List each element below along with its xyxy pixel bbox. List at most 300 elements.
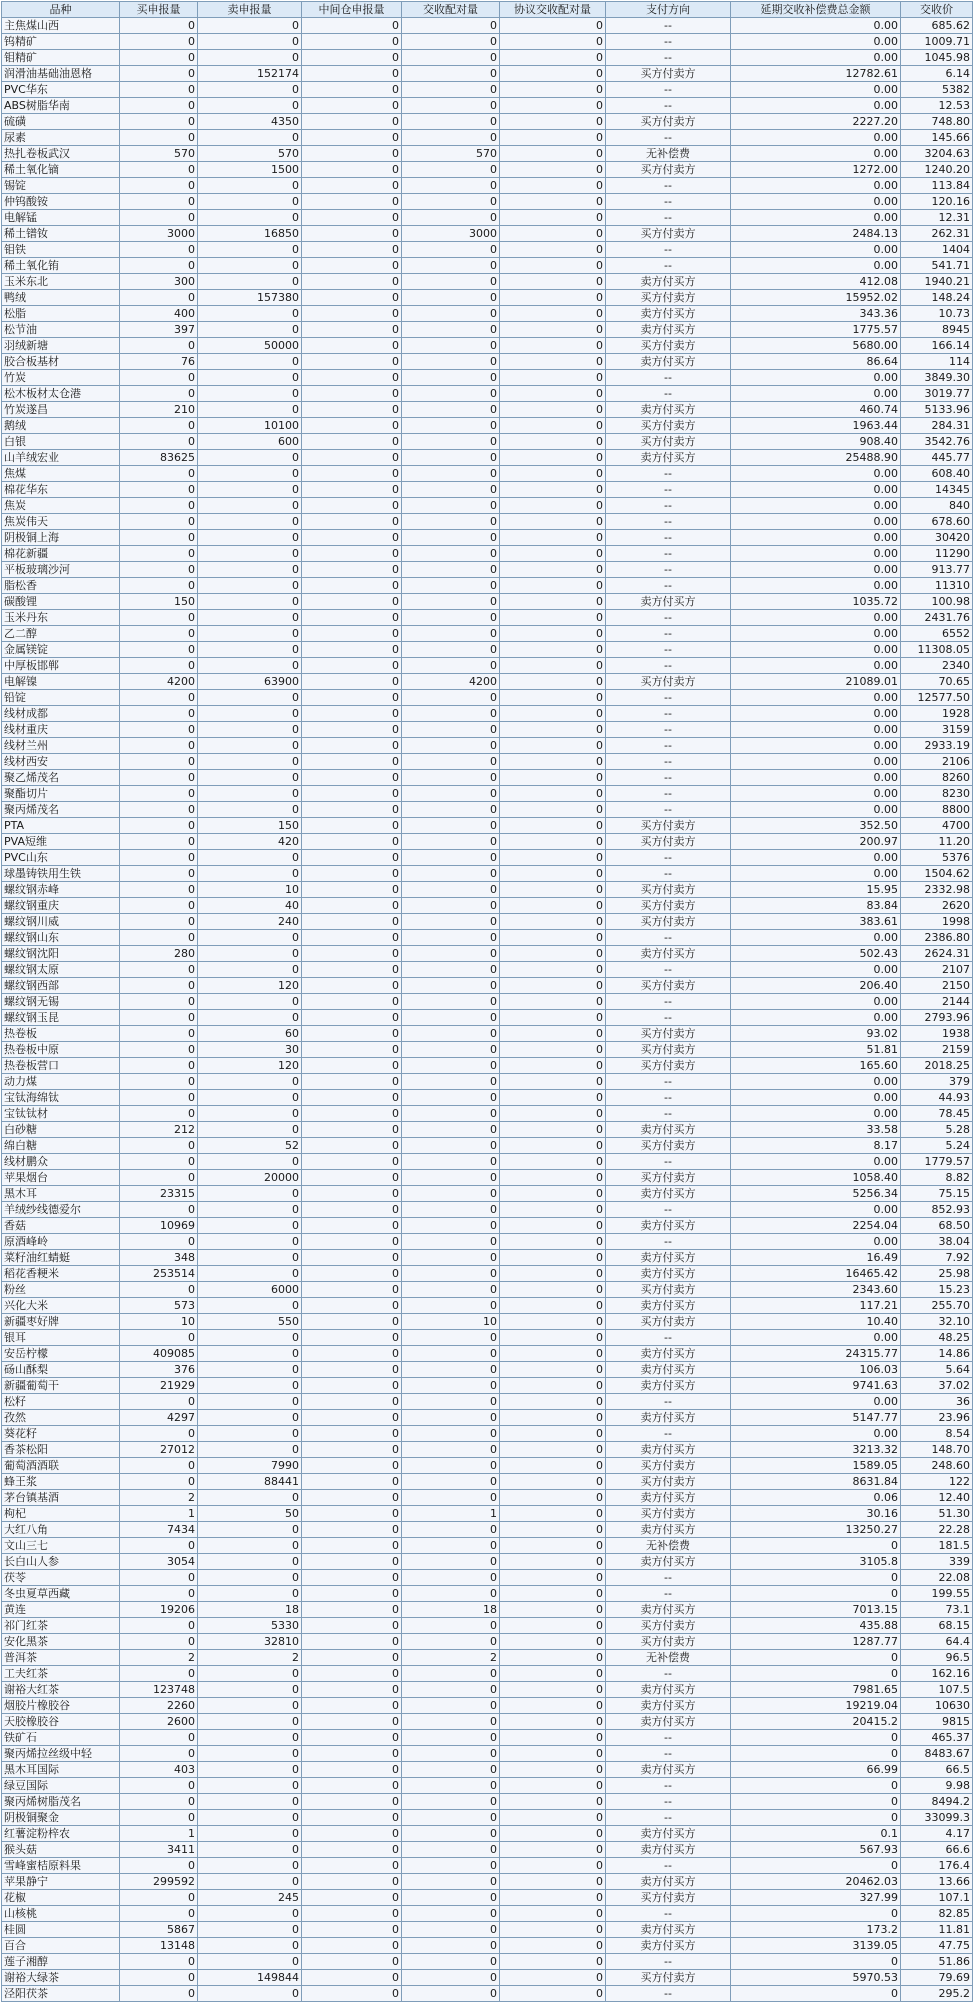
cell-agreement-matched: 0	[500, 1442, 606, 1458]
table-row	[2, 370, 973, 386]
table-row	[2, 1794, 973, 1810]
cell-buy-declared: 403	[120, 1762, 198, 1778]
cell-payment-direction: --	[606, 130, 731, 146]
cell-buy-declared: 4200	[120, 674, 198, 690]
cell-matched: 0	[402, 498, 500, 514]
cell-deferred-compensation: 19219.04	[731, 1698, 901, 1714]
cell-deferred-compensation: 5147.77	[731, 1410, 901, 1426]
cell-settlement-price: 284.31	[901, 418, 973, 434]
cell-sell-declared: 0	[198, 1842, 302, 1858]
cell-variety: 螺纹钢沈阳	[2, 946, 120, 962]
cell-settlement-price: 11.20	[901, 834, 973, 850]
cell-settlement-price: 678.60	[901, 514, 973, 530]
cell-settlement-price: 5133.96	[901, 402, 973, 418]
cell-sell-declared: 150	[198, 818, 302, 834]
cell-intermediate-declared: 0	[302, 722, 402, 738]
cell-deferred-compensation: 0.00	[731, 866, 901, 882]
cell-sell-declared: 0	[198, 642, 302, 658]
cell-payment-direction: --	[606, 1746, 731, 1762]
table-row	[2, 1250, 973, 1266]
cell-settlement-price: 10.73	[901, 306, 973, 322]
cell-settlement-price: 8260	[901, 770, 973, 786]
cell-buy-declared: 76	[120, 354, 198, 370]
cell-intermediate-declared: 0	[302, 994, 402, 1010]
cell-intermediate-declared: 0	[302, 1618, 402, 1634]
cell-intermediate-declared: 0	[302, 914, 402, 930]
cell-matched: 0	[402, 1922, 500, 1938]
cell-variety: 棉花新疆	[2, 546, 120, 562]
cell-settlement-price: 2933.19	[901, 738, 973, 754]
cell-matched: 0	[402, 178, 500, 194]
cell-payment-direction: 买方付卖方	[606, 1282, 731, 1298]
table-row	[2, 146, 973, 162]
cell-buy-declared: 0	[120, 706, 198, 722]
cell-matched: 0	[402, 1762, 500, 1778]
cell-variety: 烟胶片橡胶谷	[2, 1698, 120, 1714]
cell-sell-declared: 0	[198, 706, 302, 722]
cell-sell-declared: 0	[198, 1746, 302, 1762]
cell-buy-declared: 0	[120, 754, 198, 770]
cell-agreement-matched: 0	[500, 1106, 606, 1122]
cell-deferred-compensation: 0.00	[731, 178, 901, 194]
table-row	[2, 946, 973, 962]
cell-settlement-price: 1240.20	[901, 162, 973, 178]
cell-deferred-compensation: 15.95	[731, 882, 901, 898]
cell-matched: 0	[402, 1986, 500, 2002]
cell-sell-declared: 0	[198, 946, 302, 962]
cell-sell-declared: 0	[198, 1106, 302, 1122]
cell-matched: 0	[402, 1682, 500, 1698]
cell-intermediate-declared: 0	[302, 274, 402, 290]
cell-settlement-price: 2340	[901, 658, 973, 674]
cell-matched: 0	[402, 370, 500, 386]
cell-intermediate-declared: 0	[302, 1922, 402, 1938]
cell-sell-declared: 0	[198, 1426, 302, 1442]
cell-agreement-matched: 0	[500, 738, 606, 754]
cell-variety: 菜籽油红蜻蜓	[2, 1250, 120, 1266]
cell-intermediate-declared: 0	[302, 1906, 402, 1922]
cell-intermediate-declared: 0	[302, 1778, 402, 1794]
cell-deferred-compensation: 0.00	[731, 994, 901, 1010]
cell-settlement-price: 852.93	[901, 1202, 973, 1218]
cell-sell-declared: 0	[198, 1250, 302, 1266]
cell-matched: 0	[402, 18, 500, 34]
cell-settlement-price: 14.86	[901, 1346, 973, 1362]
cell-payment-direction: 买方付卖方	[606, 418, 731, 434]
cell-intermediate-declared: 0	[302, 1602, 402, 1618]
cell-settlement-price: 48.25	[901, 1330, 973, 1346]
cell-settlement-price: 11310	[901, 578, 973, 594]
cell-deferred-compensation: 200.97	[731, 834, 901, 850]
cell-settlement-price: 82.85	[901, 1906, 973, 1922]
cell-deferred-compensation: 0.00	[731, 98, 901, 114]
cell-sell-declared: 0	[198, 1090, 302, 1106]
cell-settlement-price: 8483.67	[901, 1746, 973, 1762]
cell-intermediate-declared: 0	[302, 1170, 402, 1186]
cell-payment-direction: 卖方付买方	[606, 450, 731, 466]
cell-settlement-price: 75.15	[901, 1186, 973, 1202]
cell-payment-direction: --	[606, 658, 731, 674]
cell-payment-direction: 卖方付买方	[606, 946, 731, 962]
cell-intermediate-declared: 0	[302, 546, 402, 562]
cell-buy-declared: 2260	[120, 1698, 198, 1714]
table-row	[2, 434, 973, 450]
cell-intermediate-declared: 0	[302, 594, 402, 610]
cell-settlement-price: 445.77	[901, 450, 973, 466]
cell-matched: 0	[402, 34, 500, 50]
cell-settlement-price: 685.62	[901, 18, 973, 34]
cell-matched: 0	[402, 802, 500, 818]
cell-buy-declared: 23315	[120, 1186, 198, 1202]
cell-deferred-compensation: 1589.05	[731, 1458, 901, 1474]
cell-variety: 钼精矿	[2, 50, 120, 66]
cell-matched: 0	[402, 1426, 500, 1442]
cell-sell-declared: 0	[198, 1794, 302, 1810]
cell-variety: 硫磺	[2, 114, 120, 130]
cell-deferred-compensation: 0.00	[731, 1106, 901, 1122]
table-row	[2, 1922, 973, 1938]
cell-deferred-compensation: 3213.32	[731, 1442, 901, 1458]
cell-buy-declared: 83625	[120, 450, 198, 466]
cell-intermediate-declared: 0	[302, 658, 402, 674]
cell-payment-direction: --	[606, 18, 731, 34]
cell-deferred-compensation: 20462.03	[731, 1874, 901, 1890]
cell-buy-declared: 0	[120, 482, 198, 498]
cell-intermediate-declared: 0	[302, 1266, 402, 1282]
cell-sell-declared: 0	[198, 1554, 302, 1570]
cell-settlement-price: 66.6	[901, 1842, 973, 1858]
cell-matched: 0	[402, 1698, 500, 1714]
cell-variety: 宝钛海绵钛	[2, 1090, 120, 1106]
cell-agreement-matched: 0	[500, 242, 606, 258]
cell-matched: 0	[402, 1874, 500, 1890]
cell-settlement-price: 6.14	[901, 66, 973, 82]
cell-variety: 枸杞	[2, 1506, 120, 1522]
cell-sell-declared: 0	[198, 1586, 302, 1602]
cell-intermediate-declared: 0	[302, 1074, 402, 1090]
cell-payment-direction: --	[606, 1794, 731, 1810]
cell-settlement-price: 114	[901, 354, 973, 370]
cell-intermediate-declared: 0	[302, 1522, 402, 1538]
table-row	[2, 1378, 973, 1394]
cell-sell-declared: 0	[198, 722, 302, 738]
cell-sell-declared: 0	[198, 498, 302, 514]
cell-sell-declared: 0	[198, 626, 302, 642]
cell-payment-direction: 卖方付买方	[606, 1874, 731, 1890]
cell-variety: 长白山人参	[2, 1554, 120, 1570]
cell-deferred-compensation: 0.00	[731, 530, 901, 546]
cell-sell-declared: 7990	[198, 1458, 302, 1474]
table-row	[2, 738, 973, 754]
table-row	[2, 98, 973, 114]
cell-matched: 0	[402, 1154, 500, 1170]
cell-payment-direction: --	[606, 930, 731, 946]
cell-deferred-compensation: 0.00	[731, 50, 901, 66]
cell-agreement-matched: 0	[500, 1714, 606, 1730]
cell-sell-declared: 0	[198, 1346, 302, 1362]
cell-payment-direction: --	[606, 850, 731, 866]
cell-deferred-compensation: 0.00	[731, 706, 901, 722]
cell-deferred-compensation: 1963.44	[731, 418, 901, 434]
cell-settlement-price: 8230	[901, 786, 973, 802]
cell-deferred-compensation: 0.00	[731, 626, 901, 642]
cell-sell-declared: 120	[198, 978, 302, 994]
cell-sell-declared: 0	[198, 1666, 302, 1682]
cell-matched: 0	[402, 130, 500, 146]
table-row	[2, 1058, 973, 1074]
cell-payment-direction: 卖方付买方	[606, 1762, 731, 1778]
cell-buy-declared: 0	[120, 1778, 198, 1794]
cell-payment-direction: --	[606, 770, 731, 786]
cell-variety: 聚乙烯茂名	[2, 770, 120, 786]
cell-deferred-compensation: 0.00	[731, 370, 901, 386]
cell-buy-declared: 0	[120, 898, 198, 914]
cell-settlement-price: 8800	[901, 802, 973, 818]
cell-sell-declared: 0	[198, 466, 302, 482]
cell-deferred-compensation: 352.50	[731, 818, 901, 834]
cell-matched: 0	[402, 1234, 500, 1250]
cell-settlement-price: 181.5	[901, 1538, 973, 1554]
cell-sell-declared: 0	[198, 354, 302, 370]
cell-buy-declared: 0	[120, 850, 198, 866]
cell-deferred-compensation: 66.99	[731, 1762, 901, 1778]
cell-matched: 0	[402, 1842, 500, 1858]
table-row	[2, 514, 973, 530]
cell-payment-direction: 买方付卖方	[606, 914, 731, 930]
cell-agreement-matched: 0	[500, 1618, 606, 1634]
cell-payment-direction: 卖方付买方	[606, 1714, 731, 1730]
cell-intermediate-declared: 0	[302, 338, 402, 354]
cell-buy-declared: 0	[120, 610, 198, 626]
cell-intermediate-declared: 0	[302, 1586, 402, 1602]
cell-buy-declared: 0	[120, 130, 198, 146]
cell-intermediate-declared: 0	[302, 1282, 402, 1298]
cell-agreement-matched: 0	[500, 162, 606, 178]
cell-agreement-matched: 0	[500, 978, 606, 994]
table-row	[2, 978, 973, 994]
table-row	[2, 130, 973, 146]
cell-matched: 0	[402, 1730, 500, 1746]
cell-intermediate-declared: 0	[302, 1378, 402, 1394]
cell-deferred-compensation: 327.99	[731, 1890, 901, 1906]
cell-deferred-compensation: 12782.61	[731, 66, 901, 82]
cell-payment-direction: 买方付卖方	[606, 1042, 731, 1058]
cell-variety: 阴极铜聚金	[2, 1810, 120, 1826]
cell-sell-declared: 88441	[198, 1474, 302, 1490]
cell-payment-direction: --	[606, 1154, 731, 1170]
cell-agreement-matched: 0	[500, 1890, 606, 1906]
cell-intermediate-declared: 0	[302, 930, 402, 946]
cell-sell-declared: 0	[198, 1986, 302, 2002]
cell-buy-declared: 0	[120, 194, 198, 210]
cell-variety: 仲钨酸铵	[2, 194, 120, 210]
table-row	[2, 1682, 973, 1698]
cell-agreement-matched: 0	[500, 50, 606, 66]
cell-buy-declared: 0	[120, 1426, 198, 1442]
cell-payment-direction: 买方付卖方	[606, 1618, 731, 1634]
table-row	[2, 546, 973, 562]
cell-settlement-price: 1504.62	[901, 866, 973, 882]
cell-sell-declared: 0	[198, 1074, 302, 1090]
cell-agreement-matched: 0	[500, 1314, 606, 1330]
cell-agreement-matched: 0	[500, 114, 606, 130]
cell-sell-declared: 0	[198, 1218, 302, 1234]
cell-sell-declared: 420	[198, 834, 302, 850]
cell-settlement-price: 7.92	[901, 1250, 973, 1266]
cell-payment-direction: 买方付卖方	[606, 1890, 731, 1906]
table-row	[2, 898, 973, 914]
cell-intermediate-declared: 0	[302, 1474, 402, 1490]
cell-variety: 绿豆国际	[2, 1778, 120, 1794]
cell-sell-declared: 0	[198, 1266, 302, 1282]
cell-intermediate-declared: 0	[302, 130, 402, 146]
cell-deferred-compensation: 0.00	[731, 578, 901, 594]
cell-intermediate-declared: 0	[302, 162, 402, 178]
cell-buy-declared: 0	[120, 1810, 198, 1826]
table-row	[2, 18, 973, 34]
cell-intermediate-declared: 0	[302, 194, 402, 210]
cell-variety: 螺纹钢重庆	[2, 898, 120, 914]
cell-payment-direction: --	[606, 530, 731, 546]
table-row	[2, 322, 973, 338]
cell-variety: 冬虫夏草西藏	[2, 1586, 120, 1602]
cell-deferred-compensation: 0	[731, 1730, 901, 1746]
cell-variety: 线材兰州	[2, 738, 120, 754]
cell-matched: 0	[402, 770, 500, 786]
cell-deferred-compensation: 1035.72	[731, 594, 901, 610]
cell-variety: 玉米东北	[2, 274, 120, 290]
cell-agreement-matched: 0	[500, 274, 606, 290]
cell-matched: 0	[402, 1010, 500, 1026]
cell-settlement-price: 5376	[901, 850, 973, 866]
cell-deferred-compensation: 0	[731, 1810, 901, 1826]
cell-intermediate-declared: 0	[302, 1714, 402, 1730]
cell-agreement-matched: 0	[500, 1682, 606, 1698]
cell-settlement-price: 3019.77	[901, 386, 973, 402]
cell-variety: 螺纹钢赤峰	[2, 882, 120, 898]
cell-variety: 焦煤	[2, 466, 120, 482]
cell-sell-declared: 52	[198, 1138, 302, 1154]
cell-sell-declared: 0	[198, 386, 302, 402]
table-row	[2, 1650, 973, 1666]
cell-matched: 0	[402, 914, 500, 930]
cell-variety: 松木板材太仓港	[2, 386, 120, 402]
table-row	[2, 1234, 973, 1250]
cell-agreement-matched: 0	[500, 1874, 606, 1890]
cell-matched: 0	[402, 1618, 500, 1634]
cell-sell-declared: 0	[198, 1010, 302, 1026]
cell-deferred-compensation: 0.00	[731, 658, 901, 674]
cell-matched: 0	[402, 786, 500, 802]
table-row	[2, 1538, 973, 1554]
cell-intermediate-declared: 0	[302, 818, 402, 834]
cell-agreement-matched: 0	[500, 1666, 606, 1682]
cell-payment-direction: 买方付卖方	[606, 114, 731, 130]
cell-payment-direction: 买方付卖方	[606, 1026, 731, 1042]
cell-matched: 0	[402, 1538, 500, 1554]
settlement-table	[1, 1, 973, 2002]
cell-matched: 0	[402, 578, 500, 594]
cell-matched: 0	[402, 514, 500, 530]
cell-agreement-matched: 0	[500, 1250, 606, 1266]
table-row	[2, 930, 973, 946]
cell-settlement-price: 120.16	[901, 194, 973, 210]
cell-matched: 0	[402, 1330, 500, 1346]
table-row	[2, 194, 973, 210]
cell-buy-declared: 0	[120, 1282, 198, 1298]
cell-variety: 聚丙烯树脂茂名	[2, 1794, 120, 1810]
cell-settlement-price: 51.86	[901, 1954, 973, 1970]
cell-agreement-matched: 0	[500, 498, 606, 514]
cell-deferred-compensation: 0.00	[731, 18, 901, 34]
cell-agreement-matched: 0	[500, 450, 606, 466]
cell-variety: 润滑油基础油恩格	[2, 66, 120, 82]
cell-buy-declared: 2	[120, 1650, 198, 1666]
cell-variety: 新疆葡萄干	[2, 1378, 120, 1394]
cell-settlement-price: 3849.30	[901, 370, 973, 386]
cell-matched: 0	[402, 1714, 500, 1730]
cell-settlement-price: 339	[901, 1554, 973, 1570]
cell-settlement-price: 840	[901, 498, 973, 514]
cell-settlement-price: 2431.76	[901, 610, 973, 626]
cell-matched: 0	[402, 1522, 500, 1538]
cell-intermediate-declared: 0	[302, 1138, 402, 1154]
table-body	[2, 18, 973, 2002]
cell-buy-declared: 0	[120, 466, 198, 482]
cell-deferred-compensation: 13250.27	[731, 1522, 901, 1538]
cell-deferred-compensation: 0.00	[731, 34, 901, 50]
cell-payment-direction: 卖方付买方	[606, 1346, 731, 1362]
cell-payment-direction: 买方付卖方	[606, 338, 731, 354]
cell-sell-declared: 0	[198, 930, 302, 946]
cell-matched: 0	[402, 1586, 500, 1602]
cell-intermediate-declared: 0	[302, 786, 402, 802]
cell-payment-direction: 卖方付买方	[606, 1218, 731, 1234]
cell-buy-declared: 409085	[120, 1346, 198, 1362]
cell-payment-direction: 买方付卖方	[606, 978, 731, 994]
cell-intermediate-declared: 0	[302, 1154, 402, 1170]
cell-deferred-compensation: 51.81	[731, 1042, 901, 1058]
cell-agreement-matched: 0	[500, 34, 606, 50]
cell-sell-declared: 0	[198, 1362, 302, 1378]
cell-agreement-matched: 0	[500, 1602, 606, 1618]
table-row	[2, 1986, 973, 2002]
cell-settlement-price: 1928	[901, 706, 973, 722]
cell-payment-direction: --	[606, 1202, 731, 1218]
cell-variety: 胶合板基材	[2, 354, 120, 370]
cell-settlement-price: 913.77	[901, 562, 973, 578]
cell-buy-declared: 0	[120, 1538, 198, 1554]
cell-payment-direction: 卖方付买方	[606, 402, 731, 418]
cell-variety: 羽绒新塘	[2, 338, 120, 354]
cell-deferred-compensation: 0.00	[731, 770, 901, 786]
cell-agreement-matched: 0	[500, 18, 606, 34]
table-row	[2, 258, 973, 274]
cell-buy-declared: 0	[120, 1634, 198, 1650]
cell-matched: 0	[402, 466, 500, 482]
cell-payment-direction: --	[606, 370, 731, 386]
table-row	[2, 1698, 973, 1714]
cell-variety: 猴头菇	[2, 1842, 120, 1858]
cell-matched: 0	[402, 1378, 500, 1394]
cell-agreement-matched: 0	[500, 1138, 606, 1154]
cell-intermediate-declared: 0	[302, 1426, 402, 1442]
cell-intermediate-declared: 0	[302, 962, 402, 978]
cell-agreement-matched: 0	[500, 1010, 606, 1026]
cell-matched: 0	[402, 1042, 500, 1058]
cell-deferred-compensation: 1775.57	[731, 322, 901, 338]
cell-sell-declared: 2	[198, 1650, 302, 1666]
